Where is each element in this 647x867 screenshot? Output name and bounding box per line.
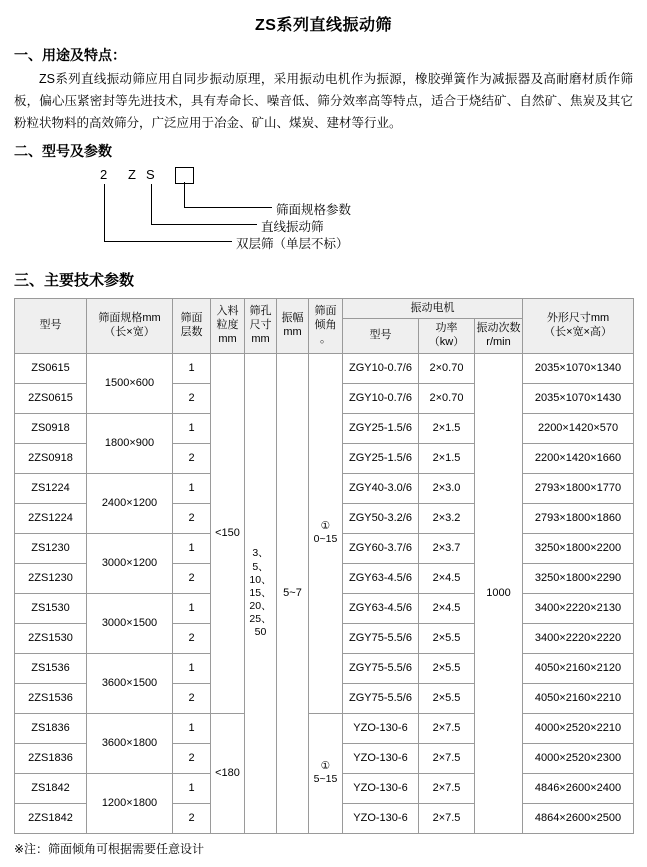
spec-table-head bbox=[15, 298, 634, 353]
th-power-line2: （kw） bbox=[428, 336, 465, 349]
cell-screen-size: 3600×1800 bbox=[87, 713, 173, 773]
document-page bbox=[0, 12, 647, 857]
cell-dimensions: 3250×1800×2200 bbox=[523, 533, 634, 563]
th-feed-line3: mm bbox=[218, 332, 237, 345]
cell-model: ZS1230 bbox=[15, 533, 87, 563]
cell-motor-power: 2×3.2 bbox=[419, 503, 475, 533]
cell-motor-model: ZGY60-3.7/6 bbox=[343, 533, 419, 563]
cell-layers: 1 bbox=[173, 593, 211, 623]
incline-bottom-circle: ① bbox=[320, 760, 331, 773]
cell-dimensions: 2793×1800×1770 bbox=[523, 473, 634, 503]
cell-motor-model: ZGY75-5.5/6 bbox=[343, 653, 419, 683]
th-layers-line2: 层数 bbox=[180, 325, 203, 338]
model-code-diagram bbox=[0, 165, 647, 257]
cell-amplitude: 5~7 bbox=[277, 353, 309, 833]
th-incline bbox=[309, 298, 343, 353]
section-heading-model: 二、型号及参数 bbox=[14, 142, 112, 159]
cell-motor-model: ZGY75-5.5/6 bbox=[343, 623, 419, 653]
cell-model: 2ZS0615 bbox=[15, 383, 87, 413]
cell-dimensions: 4000×2520×2210 bbox=[523, 713, 634, 743]
cell-layers: 2 bbox=[173, 803, 211, 833]
cell-screen-size: 3000×1200 bbox=[87, 533, 173, 593]
cell-screen-size: 1800×900 bbox=[87, 413, 173, 473]
cell-layers: 1 bbox=[173, 413, 211, 443]
cell-feed-size-top: <150 bbox=[211, 353, 245, 713]
cell-motor-power: 2×5.5 bbox=[419, 623, 475, 653]
cell-screen-size: 1500×600 bbox=[87, 353, 173, 413]
cell-motor-power: 2×7.5 bbox=[419, 713, 475, 743]
th-screen-size-line2: （长×宽） bbox=[104, 325, 155, 338]
cell-motor-power: 2×7.5 bbox=[419, 773, 475, 803]
cell-dimensions: 4846×2600×2400 bbox=[523, 773, 634, 803]
cell-screen-size: 2400×1200 bbox=[87, 473, 173, 533]
th-power-line1: 功率 bbox=[435, 322, 458, 335]
callout-line-1-horizontal bbox=[184, 207, 272, 208]
cell-frequency: 1000 bbox=[475, 353, 523, 833]
table-row bbox=[15, 713, 634, 743]
cell-motor-power: 2×4.5 bbox=[419, 593, 475, 623]
cell-mesh-size bbox=[245, 353, 277, 833]
th-dim-line1: 外形尺寸mm bbox=[546, 312, 610, 324]
cell-dimensions: 2200×1420×570 bbox=[523, 413, 634, 443]
model-char-3: S bbox=[146, 166, 155, 182]
th-mesh-line2: 尺寸 bbox=[249, 318, 272, 331]
intro-paragraph: ZS系列直线振动筛应用自同步振动原理，采用振动电机作为振源，橡胶弹簧作为减振器及高耐磨材质作筛板，偏心压紧密封等先进技术，具有寿命长、噪音低、筛分效率高等特点，适合于烧结矿、自然矿、焦炭及其它粉粒状物料的高效筛分，广泛应用于冶金、矿山、煤炭、建材等行业。 bbox=[14, 72, 633, 130]
cell-motor-power: 2×7.5 bbox=[419, 803, 475, 833]
cell-dimensions: 2035×1070×1430 bbox=[523, 383, 634, 413]
mesh-val-6: 50 bbox=[254, 626, 267, 639]
th-amp-line1: 振幅 bbox=[281, 312, 304, 324]
cell-layers: 1 bbox=[173, 773, 211, 803]
th-model: 型号 bbox=[15, 298, 87, 353]
cell-dimensions: 2035×1070×1340 bbox=[523, 353, 634, 383]
th-dimensions bbox=[523, 298, 634, 353]
cell-motor-power: 2×1.5 bbox=[419, 413, 475, 443]
th-incline-line3: 。 bbox=[320, 332, 331, 345]
cell-model: 2ZS1230 bbox=[15, 563, 87, 593]
callout-line-2-vertical bbox=[151, 184, 152, 225]
model-char-1: 2 bbox=[100, 166, 108, 182]
cell-layers: 1 bbox=[173, 653, 211, 683]
cell-feed-size-bottom: <180 bbox=[211, 713, 245, 833]
cell-dimensions: 4000×2520×2300 bbox=[523, 743, 634, 773]
spec-table bbox=[14, 298, 634, 834]
cell-model: ZS1224 bbox=[15, 473, 87, 503]
cell-model: 2ZS1536 bbox=[15, 683, 87, 713]
callout-line-3-vertical bbox=[104, 184, 105, 242]
cell-layers: 2 bbox=[173, 503, 211, 533]
cell-layers: 1 bbox=[173, 353, 211, 383]
cell-incline-bottom bbox=[309, 713, 343, 833]
th-incline-line2: 倾角 bbox=[314, 318, 337, 331]
th-feed-size bbox=[211, 298, 245, 353]
cell-layers: 2 bbox=[173, 563, 211, 593]
th-mesh-line1: 筛孔 bbox=[249, 305, 272, 318]
table-row bbox=[15, 353, 634, 383]
cell-layers: 1 bbox=[173, 533, 211, 563]
th-incline-line1: 筛面 bbox=[314, 305, 337, 318]
cell-motor-power: 2×0.70 bbox=[419, 353, 475, 383]
cell-model: ZS1536 bbox=[15, 653, 87, 683]
mesh-val-5: 25、 bbox=[249, 613, 272, 626]
cell-motor-model: ZGY10-0.7/6 bbox=[343, 353, 419, 383]
callout-line-2-horizontal bbox=[151, 224, 257, 225]
cell-motor-power: 2×3.0 bbox=[419, 473, 475, 503]
cell-model: ZS1836 bbox=[15, 713, 87, 743]
callout-label-linear-screen: 直线振动筛 bbox=[261, 219, 324, 234]
callout-line-3-horizontal bbox=[104, 241, 232, 242]
cell-model: ZS1842 bbox=[15, 773, 87, 803]
cell-model: 2ZS1224 bbox=[15, 503, 87, 533]
th-dim-line2: （长×宽×高） bbox=[544, 325, 612, 338]
cell-motor-power: 2×5.5 bbox=[419, 683, 475, 713]
section-heading-specs: 三、主要技术参数 bbox=[14, 271, 135, 289]
cell-screen-size: 3600×1500 bbox=[87, 653, 173, 713]
th-freq-line1: 振动次数 bbox=[476, 322, 521, 335]
th-motor-model: 型号 bbox=[343, 319, 419, 354]
cell-dimensions: 4050×2160×2120 bbox=[523, 653, 634, 683]
cell-motor-power: 2×5.5 bbox=[419, 653, 475, 683]
cell-motor-model: YZO-130-6 bbox=[343, 803, 419, 833]
cell-model: ZS0615 bbox=[15, 353, 87, 383]
callout-line-1-vertical bbox=[184, 182, 185, 208]
spec-table-body bbox=[15, 353, 634, 833]
incline-bottom-value: 5~15 bbox=[313, 773, 338, 786]
footer-note: ※注：筛面倾角可根据需要任意设计 bbox=[14, 841, 205, 856]
cell-layers: 2 bbox=[173, 683, 211, 713]
cell-dimensions: 3400×2220×2130 bbox=[523, 593, 634, 623]
cell-incline-top bbox=[309, 353, 343, 713]
cell-motor-power: 2×4.5 bbox=[419, 563, 475, 593]
mesh-val-4: 20、 bbox=[249, 599, 272, 612]
th-mesh-line3: mm bbox=[251, 332, 270, 345]
th-screen-size-line1: 筛面规格mm bbox=[98, 312, 161, 324]
th-amplitude bbox=[277, 298, 309, 353]
cell-dimensions: 3250×1800×2290 bbox=[523, 563, 634, 593]
cell-layers: 2 bbox=[173, 623, 211, 653]
th-layers-line1: 筛面 bbox=[180, 312, 203, 324]
cell-motor-power: 2×1.5 bbox=[419, 443, 475, 473]
cell-motor-power: 2×0.70 bbox=[419, 383, 475, 413]
th-motor-power bbox=[419, 319, 475, 354]
th-motor-group: 振动电机 bbox=[343, 298, 523, 319]
cell-layers: 2 bbox=[173, 383, 211, 413]
cell-motor-model: YZO-130-6 bbox=[343, 713, 419, 743]
incline-top-value: 0~15 bbox=[313, 533, 338, 546]
cell-layers: 2 bbox=[173, 443, 211, 473]
cell-motor-model: ZGY75-5.5/6 bbox=[343, 683, 419, 713]
cell-screen-size: 1200×1800 bbox=[87, 773, 173, 833]
cell-layers: 1 bbox=[173, 713, 211, 743]
cell-dimensions: 3400×2220×2220 bbox=[523, 623, 634, 653]
cell-motor-power: 2×7.5 bbox=[419, 743, 475, 773]
th-feed-line2: 粒度 bbox=[216, 318, 239, 331]
mesh-val-2: 10、 bbox=[249, 573, 272, 586]
th-layers bbox=[173, 298, 211, 353]
incline-top-circle: ① bbox=[320, 520, 331, 533]
mesh-val-1: 5、 bbox=[252, 560, 269, 573]
spec-table-wrapper bbox=[14, 298, 633, 834]
page-title: ZS系列直线振动筛 bbox=[255, 17, 392, 34]
cell-motor-model: ZGY50-3.2/6 bbox=[343, 503, 419, 533]
cell-dimensions: 2793×1800×1860 bbox=[523, 503, 634, 533]
mesh-val-3: 15、 bbox=[249, 586, 272, 599]
callout-label-screen-spec: 筛面规格参数 bbox=[276, 202, 352, 217]
th-frequency bbox=[475, 319, 523, 354]
th-feed-line1: 入料 bbox=[216, 305, 239, 318]
cell-motor-model: YZO-130-6 bbox=[343, 743, 419, 773]
cell-dimensions: 4864×2600×2500 bbox=[523, 803, 634, 833]
model-char-2: Z bbox=[128, 166, 136, 182]
cell-model: ZS1530 bbox=[15, 593, 87, 623]
cell-layers: 1 bbox=[173, 473, 211, 503]
cell-motor-power: 2×3.7 bbox=[419, 533, 475, 563]
cell-dimensions: 2200×1420×1660 bbox=[523, 443, 634, 473]
cell-motor-model: ZGY40-3.0/6 bbox=[343, 473, 419, 503]
th-amp-line2: mm bbox=[283, 325, 302, 338]
th-freq-line2: r/min bbox=[486, 336, 511, 349]
cell-model: 2ZS0918 bbox=[15, 443, 87, 473]
cell-model: 2ZS1842 bbox=[15, 803, 87, 833]
cell-dimensions: 4050×2160×2210 bbox=[523, 683, 634, 713]
cell-motor-model: ZGY63-4.5/6 bbox=[343, 593, 419, 623]
cell-model: 2ZS1530 bbox=[15, 623, 87, 653]
th-screen-size bbox=[87, 298, 173, 353]
th-mesh-size bbox=[245, 298, 277, 353]
section-heading-usage: 一、用途及特点： bbox=[14, 47, 126, 63]
cell-screen-size: 3000×1500 bbox=[87, 593, 173, 653]
cell-motor-model: ZGY10-0.7/6 bbox=[343, 383, 419, 413]
cell-layers: 2 bbox=[173, 743, 211, 773]
cell-motor-model: YZO-130-6 bbox=[343, 773, 419, 803]
callout-label-double-layer: 双层筛（单层不标） bbox=[236, 236, 349, 251]
mesh-val-0: 3、 bbox=[252, 547, 269, 560]
table-header-row-1 bbox=[15, 298, 634, 319]
cell-model: ZS0918 bbox=[15, 413, 87, 443]
cell-motor-model: ZGY25-1.5/6 bbox=[343, 413, 419, 443]
cell-motor-model: ZGY25-1.5/6 bbox=[343, 443, 419, 473]
cell-motor-model: ZGY63-4.5/6 bbox=[343, 563, 419, 593]
cell-model: 2ZS1836 bbox=[15, 743, 87, 773]
